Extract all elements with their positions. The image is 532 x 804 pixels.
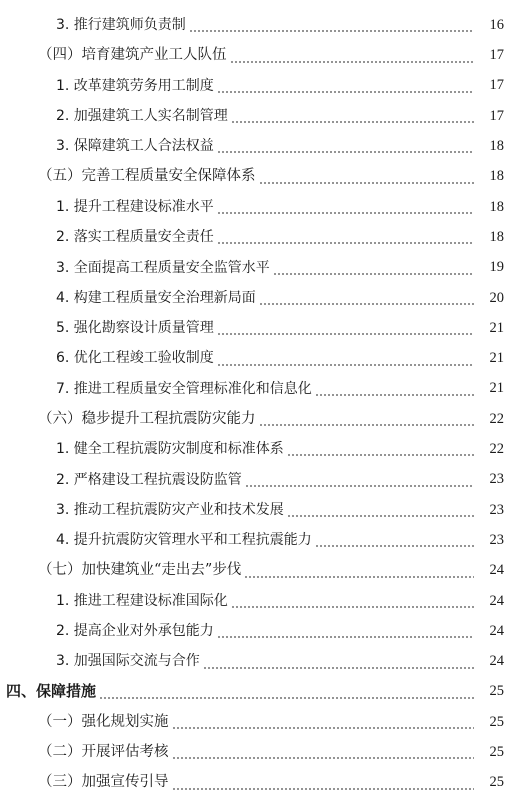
toc-entry-page: 18: [489, 198, 504, 215]
toc-entry-page: 17: [489, 77, 504, 94]
toc-entry[interactable]: [0, 192, 532, 222]
dot-leader: [217, 212, 474, 214]
dot-leader: [172, 727, 475, 729]
toc-entry[interactable]: [0, 252, 532, 282]
dot-leader: [217, 242, 474, 244]
toc-entry-page: 25: [489, 744, 504, 761]
toc-entry[interactable]: [0, 313, 532, 343]
toc-entry-page: 21: [489, 350, 504, 367]
toc-entry-page: 24: [489, 622, 504, 639]
toc-entry-page: 25: [489, 713, 504, 730]
toc-entry-title: 2. 加强建筑工人实名制管理: [56, 108, 228, 125]
toc-entry-title: （三）加强宣传引导: [38, 774, 169, 791]
toc-entry-title: （五）完善工程质量安全保障体系: [38, 168, 256, 185]
dot-leader: [245, 485, 474, 487]
toc-entry[interactable]: [0, 677, 532, 707]
toc-entry[interactable]: [0, 525, 532, 555]
toc-entry-page: 22: [489, 410, 504, 427]
toc-entry-title: 2. 严格建设工程抗震设防监管: [56, 471, 242, 488]
toc-entry[interactable]: [0, 646, 532, 676]
toc-entry[interactable]: [0, 283, 532, 313]
dot-leader: [287, 454, 474, 456]
toc-entry[interactable]: [0, 10, 532, 40]
toc-entry-title: （一）强化规划实施: [38, 713, 169, 730]
dot-leader: [315, 394, 474, 396]
dot-leader: [315, 545, 474, 547]
toc-entry-title: 1. 提升工程建设标准水平: [56, 198, 214, 215]
toc-entry-page: 23: [489, 531, 504, 548]
dot-leader: [203, 667, 474, 669]
toc-entry[interactable]: [0, 737, 532, 767]
toc-entry[interactable]: [0, 555, 532, 585]
toc-entry-title: 1. 推进工程建设标准国际化: [56, 592, 228, 609]
toc-entry[interactable]: [0, 707, 532, 737]
dot-leader: [259, 303, 474, 305]
toc-entry-page: 25: [489, 683, 504, 700]
toc-entry-title: 1. 健全工程抗震防灾制度和标准体系: [56, 441, 284, 458]
toc-entry-title: 2. 落实工程质量安全责任: [56, 229, 214, 246]
toc-entry-page: 19: [489, 259, 504, 276]
toc-entry-title: （六）稳步提升工程抗震防灾能力: [38, 410, 256, 427]
toc-entry-title: （四）培育建筑产业工人队伍: [38, 47, 227, 64]
toc-entry-page: 23: [489, 501, 504, 518]
toc-entry-page: 16: [489, 16, 504, 33]
toc-entry[interactable]: [0, 404, 532, 434]
dot-leader: [217, 151, 474, 153]
toc-entry-page: 18: [489, 168, 504, 185]
toc-entry-page: 21: [489, 380, 504, 397]
toc-entry[interactable]: [0, 434, 532, 464]
toc-entry[interactable]: [0, 343, 532, 373]
dot-leader: [231, 606, 474, 608]
dot-leader: [244, 576, 474, 578]
dot-leader: [189, 30, 474, 32]
toc-entry-page: 24: [489, 653, 504, 670]
toc-entry[interactable]: [0, 101, 532, 131]
toc-entry[interactable]: [0, 71, 532, 101]
dot-leader: [259, 424, 475, 426]
dot-leader: [217, 333, 474, 335]
toc-entry-page: 17: [489, 107, 504, 124]
toc-entry-title: 3. 推动工程抗震防灾产业和技术发展: [56, 501, 284, 518]
dot-leader: [287, 515, 474, 517]
toc-entry-page: 25: [489, 774, 504, 791]
toc-entry[interactable]: [0, 40, 532, 70]
toc-entry[interactable]: [0, 495, 532, 525]
toc-entry-title: 3. 推行建筑师负责制: [56, 17, 186, 34]
toc-entry-title: 四、保障措施: [6, 682, 97, 701]
toc-entry-title: 6. 优化工程竣工验收制度: [56, 350, 214, 367]
toc-entry-title: （二）开展评估考核: [38, 744, 169, 761]
toc-entry[interactable]: [0, 616, 532, 646]
toc-entry-title: 3. 加强国际交流与合作: [56, 653, 200, 670]
toc-entry[interactable]: [0, 131, 532, 161]
toc-entry[interactable]: [0, 374, 532, 404]
toc-entry-page: 23: [489, 471, 504, 488]
dot-leader: [172, 757, 475, 759]
toc-entry-title: （七）加快建筑业“走出去”步伐: [38, 562, 242, 579]
toc-entry-page: 21: [489, 319, 504, 336]
toc-entry[interactable]: [0, 464, 532, 494]
dot-leader: [217, 636, 474, 638]
toc-entry-title: 3. 全面提高工程质量安全监管水平: [56, 259, 270, 276]
dot-leader: [259, 182, 475, 184]
toc-entry[interactable]: [0, 586, 532, 616]
toc-entry-title: 4. 构建工程质量安全治理新局面: [56, 289, 256, 306]
toc-entry-title: 4. 提升抗震防灾管理水平和工程抗震能力: [56, 532, 312, 549]
toc-entry-page: 24: [489, 592, 504, 609]
toc-entry[interactable]: [0, 767, 532, 797]
table-of-contents: [0, 10, 532, 798]
dot-leader: [217, 364, 474, 366]
toc-entry[interactable]: [0, 161, 532, 191]
toc-entry-page: 18: [489, 228, 504, 245]
toc-entry-page: 17: [489, 47, 504, 64]
toc-entry-page: 22: [489, 441, 504, 458]
toc-entry-title: 7. 推进工程质量安全管理标准化和信息化: [56, 380, 312, 397]
dot-leader: [217, 91, 474, 93]
toc-entry-title: 3. 保障建筑工人合法权益: [56, 138, 214, 155]
dot-leader: [172, 788, 475, 790]
dot-leader: [273, 273, 474, 275]
toc-entry-page: 24: [489, 562, 504, 579]
toc-entry-page: 18: [489, 138, 504, 155]
toc-entry-title: 5. 强化勘察设计质量管理: [56, 320, 214, 337]
toc-entry-title: 2. 提高企业对外承包能力: [56, 623, 214, 640]
toc-entry-page: 20: [489, 289, 504, 306]
toc-entry-title: 1. 改革建筑劳务用工制度: [56, 77, 214, 94]
dot-leader: [230, 61, 475, 63]
dot-leader: [99, 697, 474, 699]
toc-entry[interactable]: [0, 222, 532, 252]
dot-leader: [231, 121, 474, 123]
